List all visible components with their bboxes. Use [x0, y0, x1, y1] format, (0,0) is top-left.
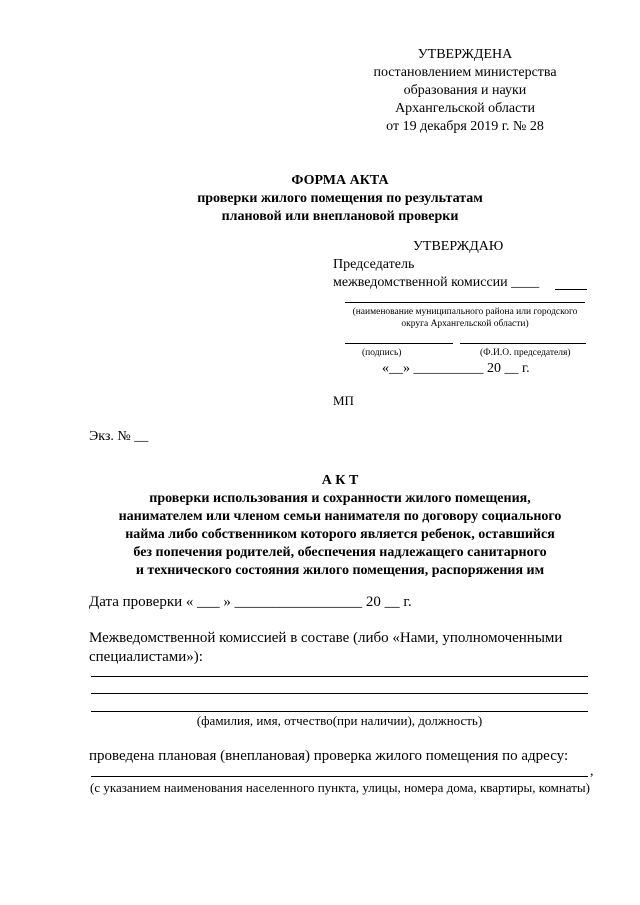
members-hint: (фамилия, имя, отчество(при наличии), должность): [196, 713, 483, 728]
form-title-line-1: ФОРМА АКТА: [291, 173, 389, 188]
act-subject-line-4: без попечения родителей, обеспечения надлежащего санитарного: [133, 545, 547, 560]
act-subject: [0, 490, 640, 580]
commission-intro-line-1: Межведомственной комиссией в составе (либо «Нами, уполномоченными: [89, 630, 563, 646]
signature-line: [345, 343, 453, 344]
municipality-hint-line-2: округа Архангельской области): [401, 319, 529, 329]
commission-label: межведомственной комиссии ____: [333, 275, 540, 290]
act-subject-line-2: нанимателем или членом семьи нанимателя по договору социального: [118, 509, 562, 524]
address-line: [91, 776, 588, 777]
form-title: [0, 172, 640, 226]
municipality-hint: [330, 306, 600, 330]
check-date: Дата проверки « ___ » _________________ 20 __ г.: [89, 594, 412, 610]
form-title-line-3: плановой или внеплановой проверки: [221, 209, 459, 224]
copy-number: Экз. № __: [89, 429, 149, 444]
members-line-3: [91, 711, 588, 712]
commission-underline: [555, 289, 587, 290]
approval-title: УТВЕРЖДЕНА: [417, 47, 513, 62]
act-subject-line-5: и технического состояния жилого помещения, распоряжения им: [135, 563, 545, 578]
stamp-label: МП: [333, 393, 354, 408]
approval-line-date: от 19 декабря 2019 г. № 28: [386, 119, 544, 134]
chairman-label: Председатель: [333, 257, 415, 272]
approve-heading: УТВЕРЖДАЮ: [413, 239, 504, 254]
address-comma: ,: [590, 764, 594, 779]
members-line-1: [91, 676, 588, 677]
approval-line-region: Архангельской области: [395, 101, 535, 116]
address-hint: (с указанием наименования населенного пункта, улицы, номера дома, квартиры, комнаты): [90, 780, 590, 795]
municipality-name-line: [345, 302, 585, 303]
inspection-text: проведена плановая (внеплановая) проверка жилого помещения по адресу:: [89, 748, 569, 764]
approval-date-line: «__» __________ 20 __ г.: [382, 361, 530, 376]
members-line-2: [91, 693, 588, 694]
approval-line-decree: постановлением министерства: [373, 65, 557, 80]
act-subject-line-3: найма либо собственником которого является ребенок, оставшийся: [125, 527, 555, 542]
commission-intro-line-2: специалистами»):: [89, 649, 203, 665]
signature-hint: (подпись): [362, 348, 402, 358]
approval-line-education: образования и науки: [403, 83, 527, 98]
act-subject-line-1: проверки использования и сохранности жилого помещения,: [149, 491, 531, 506]
fio-line: [460, 343, 586, 344]
fio-hint: (Ф.И.О. председателя): [480, 348, 571, 358]
form-title-line-2: проверки жилого помещения по результатам: [197, 191, 483, 206]
municipality-hint-line-1: (наименование муниципального района или городского: [352, 307, 578, 317]
approval-header: [340, 46, 590, 136]
act-heading: А К Т: [321, 473, 359, 488]
